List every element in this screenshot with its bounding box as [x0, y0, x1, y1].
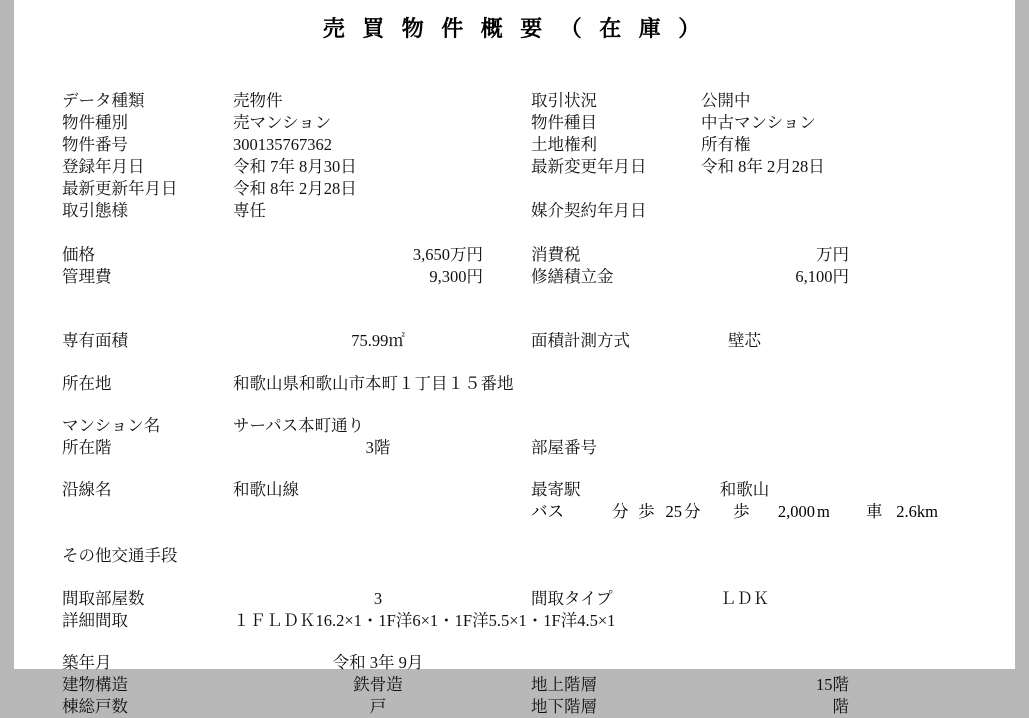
- field-value-car-distance: 2.6km: [896, 502, 938, 521]
- table-row: [0, 178, 1029, 200]
- table-row: [0, 244, 1029, 266]
- field-value-property-category: 中古マンション: [701, 113, 816, 132]
- field-value-transaction-status: 公開中: [701, 91, 751, 110]
- field-value-repair-reserve: 6,100円: [795, 267, 849, 286]
- field-label-management-fee: 管理費: [62, 267, 112, 286]
- field-label-layout-type: 間取タイプ: [531, 589, 613, 608]
- table-row: [0, 200, 1029, 222]
- field-label-built-date: 築年月: [62, 653, 112, 672]
- field-label-walk-distance: 歩: [733, 502, 750, 521]
- field-value-nearest-station: 和歌山: [719, 480, 770, 499]
- field-label-price: 価格: [62, 245, 95, 264]
- field-value-land-rights: 所有権: [701, 135, 751, 154]
- field-label-car: 車: [866, 502, 883, 521]
- field-label-property-number: 物件番号: [62, 135, 128, 154]
- table-row-transport-times: [0, 501, 1029, 523]
- table-row: [0, 266, 1029, 288]
- field-label-transaction-mode: 取引態様: [62, 201, 128, 220]
- table-row: [0, 545, 1029, 567]
- field-label-property-type: 物件種別: [62, 113, 128, 132]
- field-label-last-change-date: 最新変更年月日: [531, 157, 647, 176]
- field-label-consumption-tax: 消費税: [531, 245, 581, 264]
- table-row: [0, 90, 1029, 112]
- field-label-room-number: 部屋番号: [531, 438, 597, 457]
- field-value-area-measurement-method: 壁芯: [728, 331, 761, 350]
- field-value-building-structure: 鉄骨造: [353, 675, 403, 694]
- field-value-last-change-date: 令和 8年 2月28日: [701, 157, 825, 176]
- field-label-repair-reserve: 修繕積立金: [531, 267, 614, 286]
- table-row: [0, 610, 1029, 632]
- field-value-transaction-mode: 専任: [233, 201, 266, 220]
- field-unit-bus-minutes: 分: [612, 502, 629, 521]
- row-spacer: [0, 523, 1029, 545]
- field-value-property-number: 300135767362: [233, 135, 332, 154]
- row-spacer: [0, 459, 1029, 479]
- field-value-management-fee: 9,300円: [429, 267, 483, 286]
- field-label-building-structure: 建物構造: [62, 675, 128, 694]
- table-row: [0, 330, 1029, 352]
- field-value-exclusive-area: 75.99㎡: [351, 331, 405, 350]
- field-label-walk-from-bus: 歩: [638, 502, 655, 521]
- field-value-rail-line: 和歌山線: [233, 480, 299, 499]
- field-label-address: 所在地: [62, 374, 112, 393]
- field-value-layout-type: ＬＤＫ: [719, 589, 770, 608]
- field-label-layout-room-count: 間取部屋数: [62, 589, 145, 608]
- table-row: [0, 588, 1029, 610]
- field-label-brokerage-contract-date: 媒介契約年月日: [531, 201, 647, 220]
- field-value-consumption-tax: 万円: [816, 245, 849, 264]
- field-unit-walk-minutes: 分: [684, 502, 701, 521]
- field-value-address: 和歌山県和歌山市本町１丁目１５番地: [233, 374, 514, 393]
- field-value-data-type: 売物件: [233, 91, 283, 110]
- field-value-detailed-layout: １ＦＬＤＫ16.2×1・1F洋6×1・1F洋5.5×1・1F洋4.5×1: [233, 611, 616, 630]
- row-spacer: [0, 288, 1029, 310]
- field-label-rail-line: 沿線名: [62, 480, 112, 499]
- table-row: [0, 674, 1029, 696]
- table-row: [0, 112, 1029, 134]
- field-label-total-units: 棟総戸数: [62, 697, 128, 716]
- field-value-building-name: サーパス本町通り: [233, 416, 365, 435]
- field-value-price: 3,650万円: [412, 245, 483, 264]
- field-value-floors-above-ground: 15階: [816, 675, 849, 694]
- field-label-detailed-layout: 詳細間取: [62, 611, 128, 630]
- field-value-built-date: 令和 3年 9月: [332, 653, 424, 672]
- row-spacer: [0, 222, 1029, 244]
- field-label-building-name: マンション名: [62, 416, 161, 435]
- field-value-floors-below-ground: 階: [832, 697, 849, 716]
- field-label-floors-above-ground: 地上階層: [531, 675, 597, 694]
- field-value-walk-minutes: 25: [665, 502, 682, 521]
- field-label-registration-date: 登録年月日: [62, 157, 145, 176]
- row-spacer: [0, 567, 1029, 588]
- field-value-layout-room-count: 3: [373, 589, 383, 608]
- field-label-floors-below-ground: 地下階層: [531, 697, 597, 716]
- page-title: 売 買 物 件 概 要 （ 在 庫 ）: [322, 16, 707, 41]
- table-row: [0, 696, 1029, 718]
- field-value-total-units: 戸: [369, 697, 387, 716]
- table-row: [0, 156, 1029, 178]
- field-label-floor: 所在階: [62, 438, 112, 457]
- row-spacer: [0, 310, 1029, 330]
- table-row: [0, 479, 1029, 501]
- field-label-bus: バス: [531, 502, 564, 521]
- field-label-exclusive-area: 専有面積: [62, 331, 128, 350]
- row-spacer: [0, 395, 1029, 415]
- property-summary-table: [0, 90, 1029, 718]
- field-value-registration-date: 令和 7年 8月30日: [233, 157, 357, 176]
- field-label-area-measurement-method: 面積計測方式: [531, 331, 630, 350]
- table-row: [0, 437, 1029, 459]
- field-value-walk-distance: 2,000: [777, 502, 815, 521]
- row-spacer: [0, 352, 1029, 373]
- field-label-nearest-station: 最寄駅: [531, 480, 581, 499]
- field-value-property-type: 売マンション: [233, 113, 332, 132]
- row-spacer: [0, 632, 1029, 652]
- table-row: [0, 373, 1029, 395]
- table-row: [0, 134, 1029, 156]
- field-label-property-category: 物件種目: [531, 113, 597, 132]
- field-value-floor: 3階: [365, 438, 391, 457]
- field-label-other-transport: その他交通手段: [62, 546, 178, 565]
- field-value-last-update-date: 令和 8年 2月28日: [233, 179, 357, 198]
- table-row: [0, 652, 1029, 674]
- table-row: [0, 415, 1029, 437]
- field-label-data-type: データ種類: [62, 91, 145, 110]
- field-label-last-update-date: 最新更新年月日: [62, 179, 178, 198]
- field-unit-walk-distance: m: [817, 502, 830, 521]
- field-label-land-rights: 土地権利: [531, 135, 597, 154]
- field-label-transaction-status: 取引状況: [531, 91, 597, 110]
